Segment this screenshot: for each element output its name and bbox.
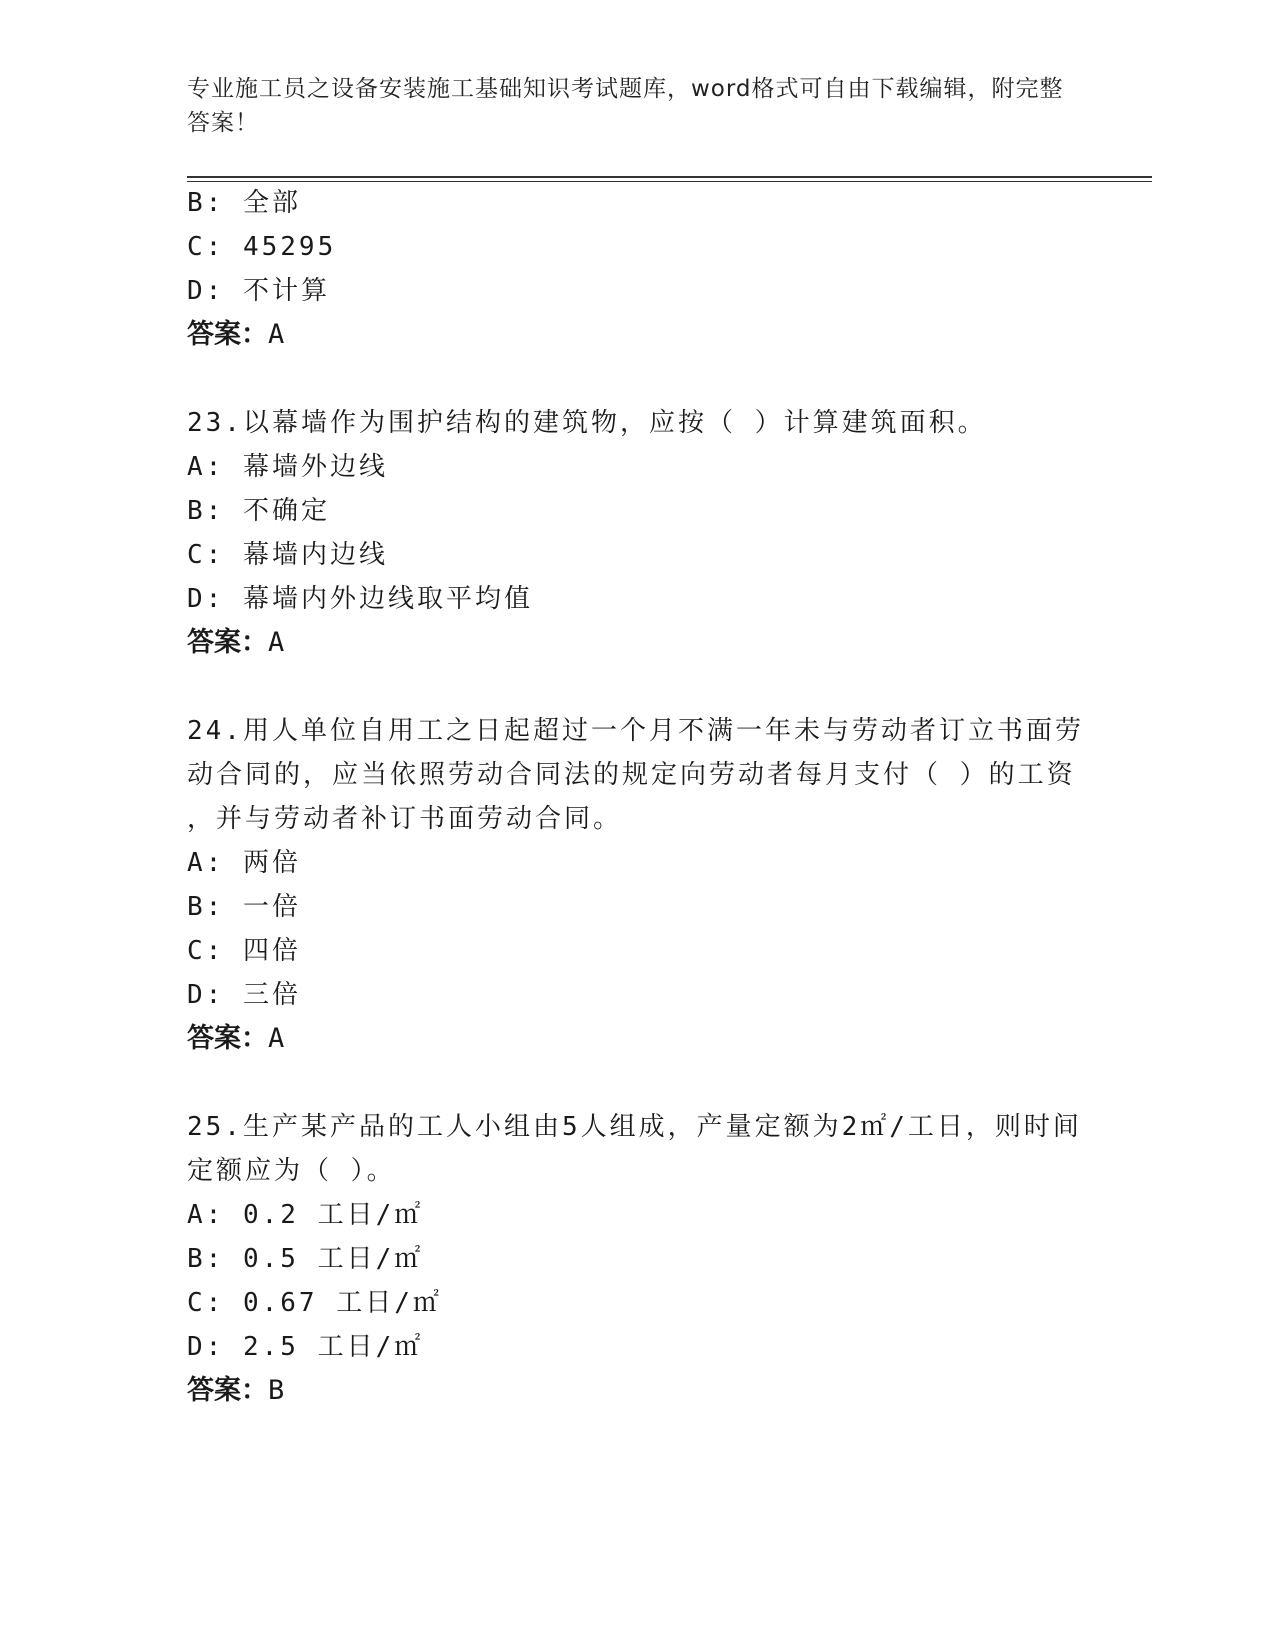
question-25-line-2: 定额应为（ ）。 [187, 1156, 396, 1186]
option-b: B: 全部 [187, 188, 301, 218]
q24-option-c: C: 四倍 [187, 936, 301, 966]
question-23-text: 23.以幕墙作为围护结构的建筑物，应按（ ）计算建筑面积。 [187, 408, 987, 438]
question-25-line-1: 25.生产某产品的工人小组由5人组成，产量定额为2㎡/工日，则时间 [187, 1112, 1082, 1142]
q23-option-c: C: 幕墙内边线 [187, 540, 388, 570]
option-c: C: 45295 [187, 232, 337, 262]
q24-option-a: A: 两倍 [187, 848, 301, 878]
question-24-line-1: 24.用人单位自用工之日起超过一个月不满一年未与劳动者订立书面劳 [187, 716, 1084, 746]
q24-option-d: D: 三倍 [187, 980, 301, 1010]
q23-answer: 答案：A [187, 627, 285, 658]
q24-option-b: B: 一倍 [187, 892, 301, 922]
document-header: 专业施工员之设备安装施工基础知识考试题库，word格式可自由下载编辑，附完整答案！ [187, 76, 1064, 136]
q25-option-a: A: 0.2 工日/㎡ [187, 1200, 424, 1230]
q24-answer: 答案：A [187, 1023, 285, 1054]
q23-option-b: B: 不确定 [187, 496, 330, 526]
q25-option-d: D: 2.5 工日/㎡ [187, 1332, 424, 1362]
question-24-line-2: 动合同的，应当依照劳动合同法的规定向劳动者每月支付（ ）的工资 [187, 760, 1076, 790]
q23-option-a: A: 幕墙外边线 [187, 452, 388, 482]
question-24-line-3: ，并与劳动者补订书面劳动合同。 [187, 804, 623, 834]
q25-option-c: C: 0.67 工日/㎡ [187, 1288, 442, 1318]
q25-option-b: B: 0.5 工日/㎡ [187, 1244, 424, 1274]
answer-line: 答案：A [187, 319, 285, 350]
header-divider-thick [187, 176, 1152, 178]
q25-answer: 答案：B [187, 1375, 285, 1406]
q23-option-d: D: 幕墙内外边线取平均值 [187, 584, 533, 614]
option-d: D: 不计算 [187, 276, 330, 306]
header-divider-thin [187, 181, 1152, 182]
